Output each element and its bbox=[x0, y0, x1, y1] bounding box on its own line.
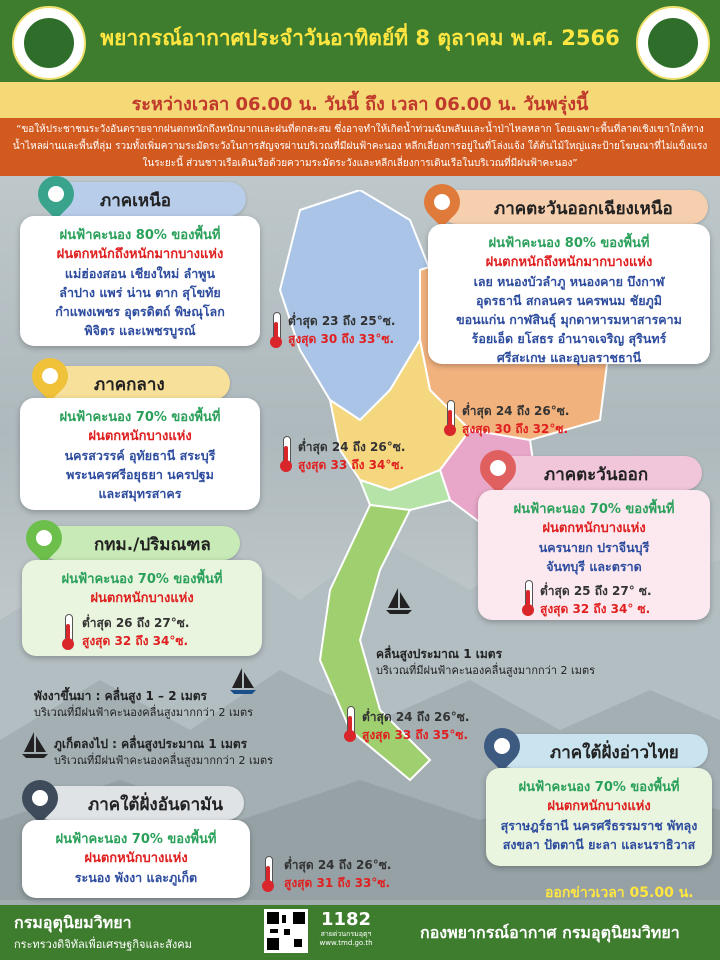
temp-south-east: ต่ำสุด 24 ถึง 26°ซ. สูงสุด 33 ถึง 35°ซ. bbox=[362, 710, 470, 742]
footer-org: กรมอุตุนิยมวิทยา bbox=[14, 913, 132, 932]
label-bangkok: กทม./ปริมณฑล bbox=[40, 526, 240, 560]
wave-andaman-south: ภูเก็ตลงไป : คลื่นสูงประมาณ 1 เมตร บริเวณที่มีฝนฟ้าคะนองคลื่นสูงมากกว่า 2 เมตร bbox=[54, 737, 274, 767]
label-south-west: ภาคใต้ฝั่งอันดามัน bbox=[34, 786, 244, 820]
card-bangkok: ฝนฟ้าคะนอง 70% ของพื้นที่ ฝนตกหนักบางแห่ง bbox=[22, 560, 262, 656]
footer-ministry: กระทรวงดิจิทัลเพื่อเศรษฐกิจและสังคม bbox=[14, 938, 192, 951]
card-central: ฝนฟ้าคะนอง 70% ของพื้นที่ ฝนตกหนักบางแห่ง นครสวรรค์ อุทัยธานี สระบุรี พระนครศรีอยุธยา นครปฐม และสมุทรสาคร bbox=[20, 398, 260, 510]
label-east: ภาคตะวันออก bbox=[490, 456, 702, 490]
footer-division: กองพยากรณ์อากาศ กรมอุตุนิยมวิทยา bbox=[420, 923, 680, 942]
wave-andaman-north: พังงาขึ้นมา : คลื่นสูง 1 – 2 เมตร บริเวณที่มีฝนฟ้าคะนองคลื่นสูงมากกว่า 2 เมตร bbox=[34, 689, 254, 719]
thermometer-icon bbox=[264, 856, 272, 890]
thermometer-icon bbox=[64, 614, 72, 648]
label-south-east: ภาคใต้ฝั่งอ่าวไทย bbox=[496, 734, 708, 768]
thermometer-icon bbox=[446, 400, 454, 434]
label-northeast: ภาคตะวันออกเฉียงเหนือ bbox=[440, 190, 708, 224]
period-text: ระหว่างเวลา 06.00 น. วันนี้ ถึง เวลา 06.00 น. วันพรุ่งนี้ bbox=[131, 94, 589, 115]
card-northeast: ฝนฟ้าคะนอง 80% ของพื้นที่ ฝนตกหนักถึงหนักมากบางแห่ง เลย หนองบัวลำภู หนองคาย บึงกาฬ อุดรธานี สกลนคร นครพนม ชัยภูมิ ขอนแก่น กาฬสินธุ์ มุกดาหารมหาสารคาม ร้อยเอ็ด ยโสธร อำนาจเจริญ สุรินทร์ ศรีสะเกษ และอุบลราชธานี bbox=[428, 224, 710, 364]
tmd-logo bbox=[636, 6, 710, 80]
period-bar bbox=[0, 82, 720, 118]
temp-central: ต่ำสุด 24 ถึง 26°ซ. สูงสุด 33 ถึง 34°ซ. bbox=[298, 440, 406, 472]
thermometer-icon bbox=[282, 436, 290, 470]
sailboat-icon bbox=[20, 730, 50, 760]
label-north: ภาคเหนือ bbox=[46, 182, 246, 216]
temp-north: ต่ำสุด 23 ถึง 25°ซ. สูงสุด 30 ถึง 33°ซ. bbox=[288, 314, 396, 346]
qr-code-icon bbox=[264, 909, 308, 953]
temp-bangkok: ต่ำสุด 26 ถึง 27°ซ. สูงสุด 32 ถึง 34°ซ. bbox=[82, 616, 190, 648]
ministry-logo bbox=[12, 6, 86, 80]
temp-east: ต่ำสุด 25 ถึง 27° ซ. สูงสุด 32 ถึง 34° ซ. bbox=[540, 584, 652, 616]
header-bar bbox=[0, 0, 720, 82]
thermometer-icon bbox=[272, 312, 280, 346]
thermometer-icon bbox=[524, 580, 532, 614]
card-east: ฝนฟ้าคะนอง 70% ของพื้นที่ ฝนตกหนักบางแห่ง นครนายก ปราจีนบุรี จันทบุรี และตราด bbox=[478, 490, 710, 620]
card-south-west: ฝนฟ้าคะนอง 70% ของพื้นที่ ฝนตกหนักบางแห่ง ระนอง พังงา และภูเก็ต bbox=[22, 820, 250, 898]
hotline: 1182 สายด่วนกรมอุตุฯ www.tmd.go.th bbox=[319, 909, 373, 947]
label-central: ภาคกลาง bbox=[40, 366, 230, 400]
temp-south-west: ต่ำสุด 24 ถึง 26°ซ. สูงสุด 31 ถึง 33°ซ. bbox=[284, 858, 392, 890]
wave-gulf: คลื่นสูงประมาณ 1 เมตร บริเวณที่มีฝนฟ้าคะนองคลื่นสูงมากกว่า 2 เมตร bbox=[376, 647, 596, 677]
footer-bar bbox=[0, 905, 720, 960]
sailboat-icon bbox=[384, 586, 414, 616]
warning-text: “ขอให้ประชาชนระวังอันตรายจากฝนตกหนักถึงหนักมากและฝนที่ตกสะสม ซึ่งอาจทำให้เกิดน้ำท่วมฉับพลันและน้ำป่าไหลหลาก โดยเฉพาะพื้นที่ลาดเชิงเขาใกล้ทางน้ำไหลผ่านและพื้นที่ลุ่ม รวมทั้งเพิ่มความระมัดระวังในการสัญจรผ่านบริเวณที่มีฝนฟ้าคะนอง หลีกเลี่ยงการอยู่ในที่โล่งแจ้ง ใต้ต้นไม้ใหญ่และป้ายโฆษณาที่ไม่แข็งแรงในระยะนี้ ส่วนชาวเรือเดินเรือด้วยความระมัดระวังและหลีกเลี่ยงการเดินเรือในบริเวณที่มีฝนฟ้าคะนอง” bbox=[0, 118, 720, 176]
page-title: พยากรณ์อากาศประจำวันอาทิตย์ที่ 8 ตุลาคม พ.ศ. 2566 bbox=[100, 26, 620, 50]
card-north: ฝนฟ้าคะนอง 80% ของพื้นที่ ฝนตกหนักถึงหนักมากบางแห่ง แม่ฮ่องสอน เชียงใหม่ ลำพูน ลำปาง แพร่ น่าน ตาก สุโขทัย กำแพงเพชร อุตรดิตถ์ พิษณุโลก พิจิตร และเพชรบูรณ์ bbox=[20, 216, 260, 346]
temp-northeast: ต่ำสุด 24 ถึง 26°ซ. สูงสุด 30 ถึง 32°ซ. bbox=[462, 404, 570, 436]
issued-time: ออกข่าวเวลา 05.00 น. bbox=[545, 885, 694, 901]
card-south-east: ฝนฟ้าคะนอง 70% ของพื้นที่ ฝนตกหนักบางแห่ง สุราษฎร์ธานี นครศรีธรรมราช พัทลุง สงขลา ปัตตานี ยะลา และนราธิวาส bbox=[486, 768, 712, 866]
thermometer-icon bbox=[346, 706, 354, 740]
